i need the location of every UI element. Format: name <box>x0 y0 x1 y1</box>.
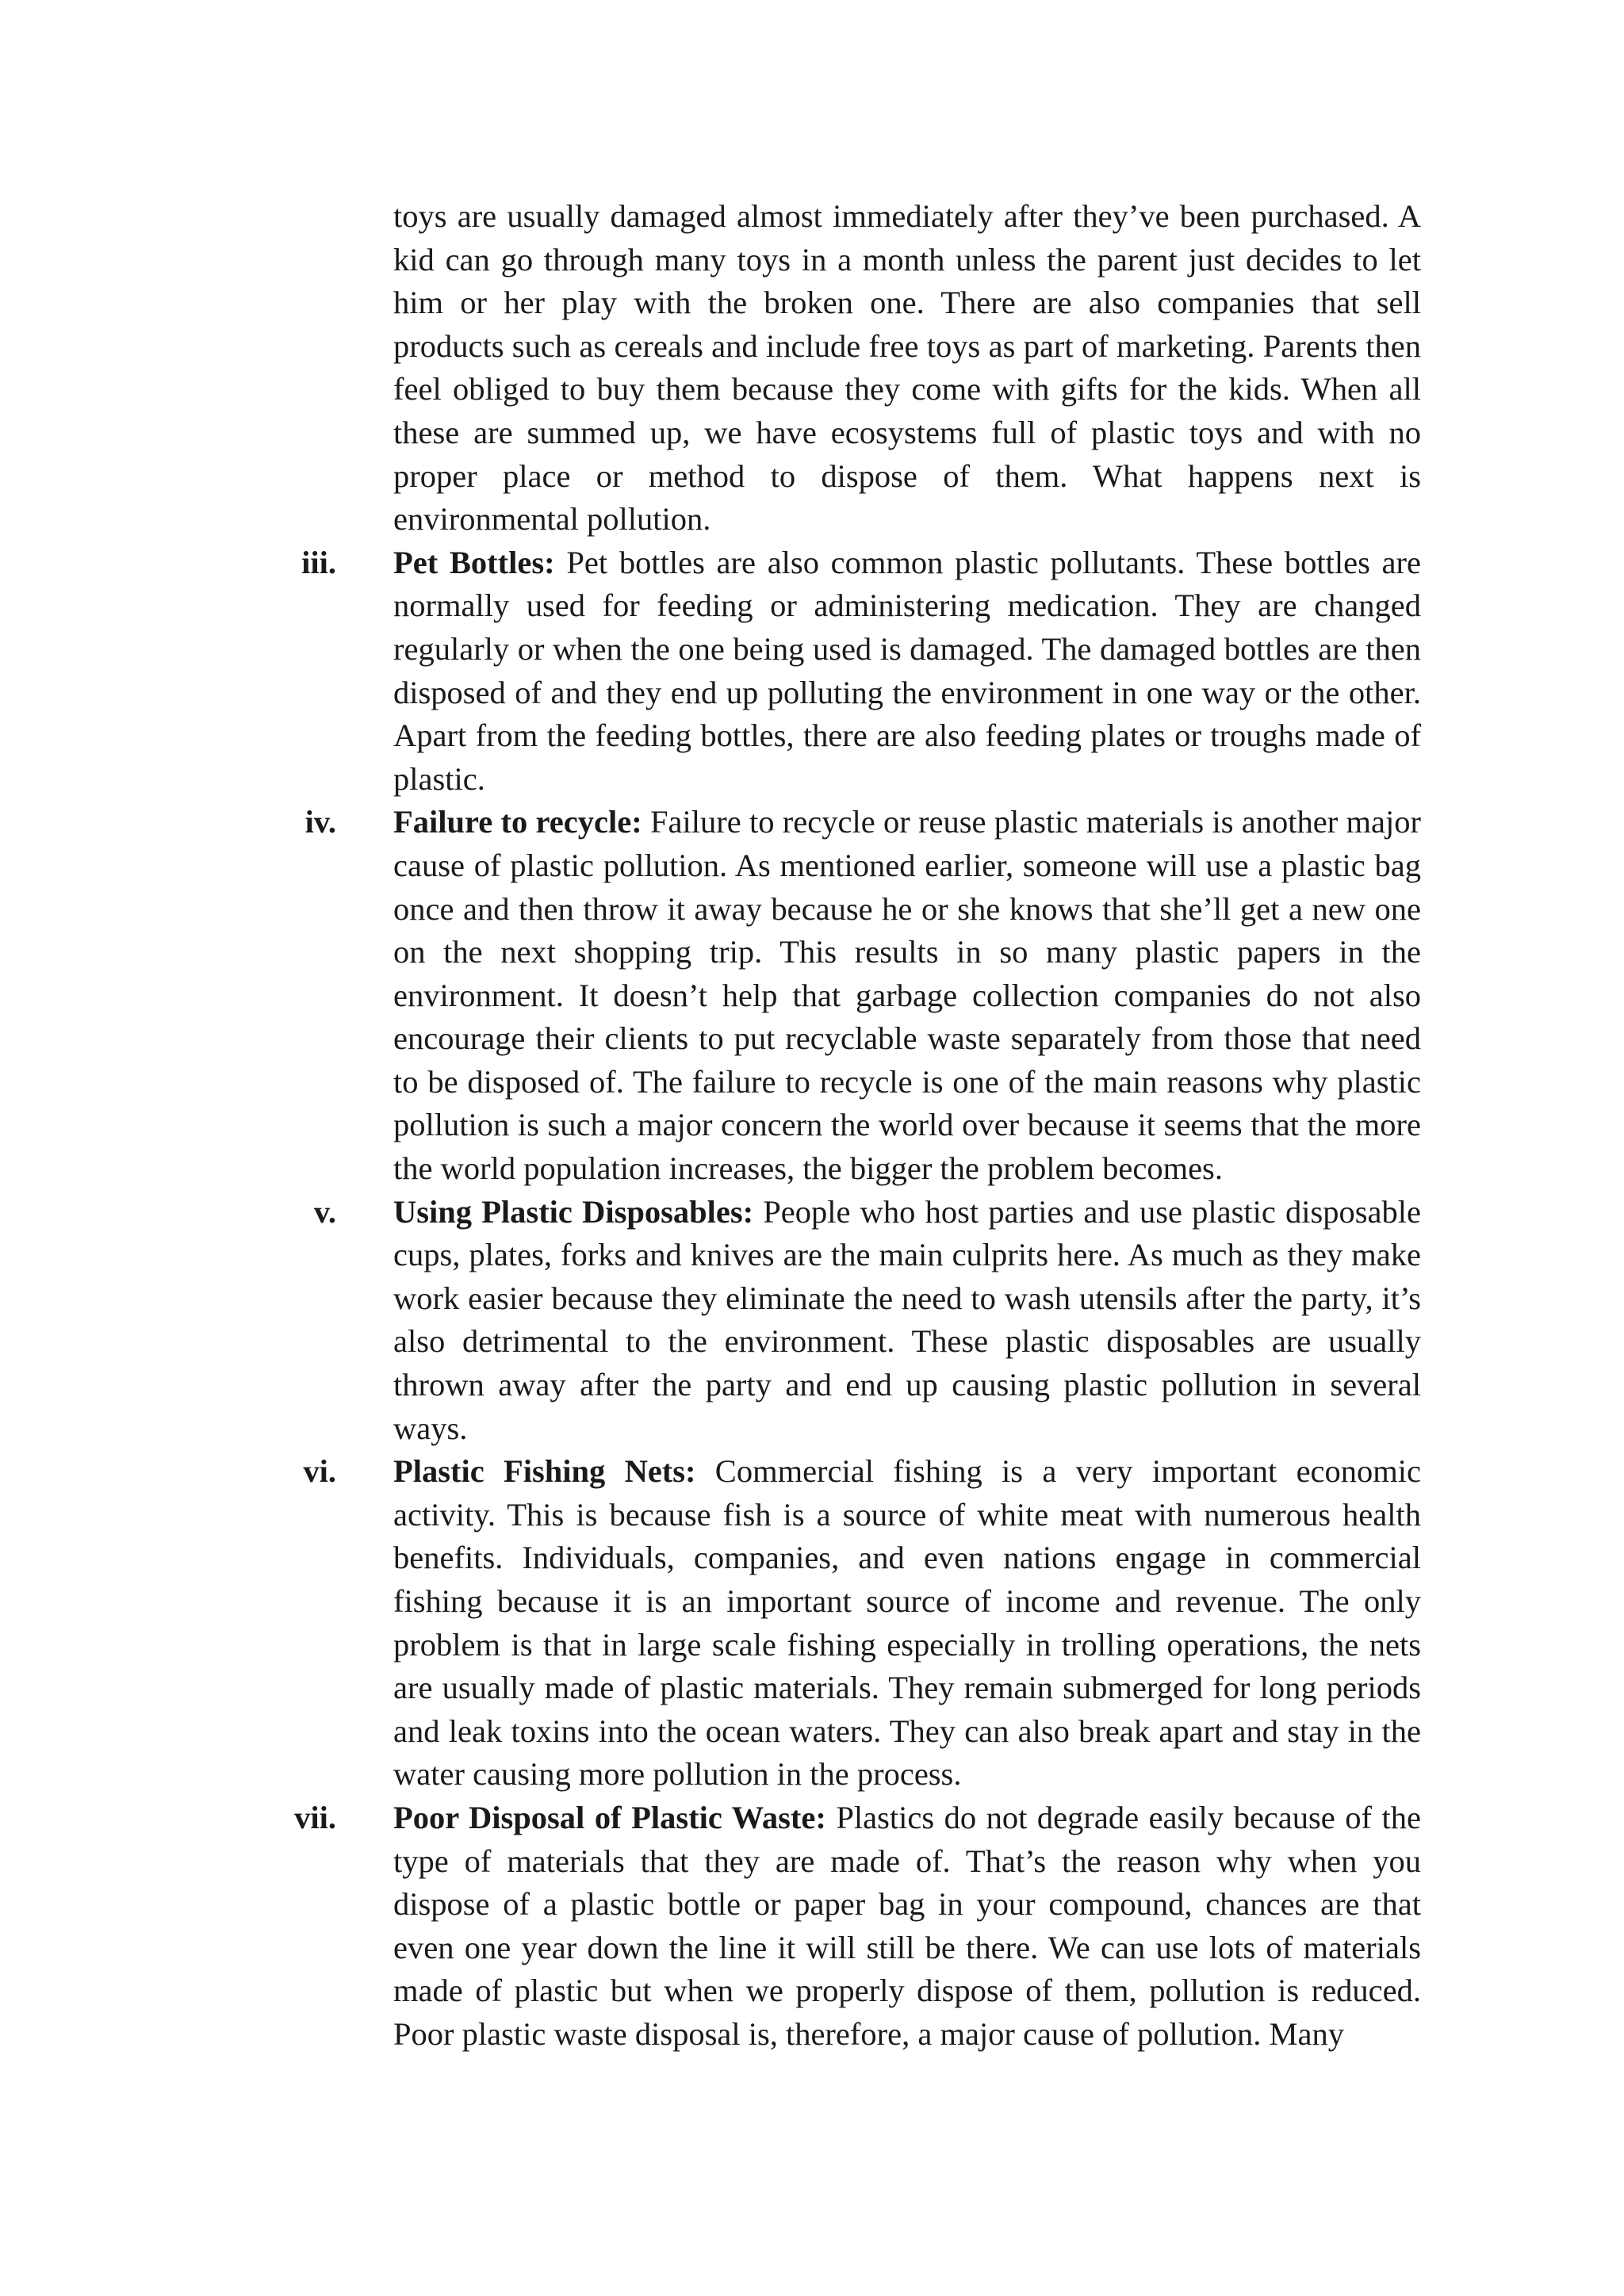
document-body <box>294 195 1421 2057</box>
list-item-heading: Poor Disposal of Plastic Waste: <box>393 1799 826 1835</box>
list-item-text <box>393 1191 1421 1451</box>
list-item-text <box>393 1797 1421 2057</box>
list-item-text <box>393 541 1421 802</box>
list-marker: iii. <box>301 544 336 580</box>
list-item-body: Plastics do not degrade easily because of the type of materials that they are made of. That’s the reason why when you dispose of a plastic bottle or paper bag in your compound, chances are that even one year down the line it will still be there. We can use lots of materials made of plastic but when we properly dispose of them, pollution is reduced. Poor plastic waste disposal is, therefore, a major cause of pollution. Many <box>393 1799 1421 2052</box>
list-item-heading: Plastic Fishing Nets: <box>393 1453 696 1490</box>
list-item-body: People who host parties and use plastic disposable cups, plates, forks and knives are the main culprits here. As much as they make work easier because they eliminate the need to wash utensils after the party, it’s also detrimental to the environment. These plastic disposables are usually thrown away after the party and end up causing plastic pollution in several ways. <box>393 1193 1421 1446</box>
list-item-heading: Failure to recycle: <box>393 804 642 840</box>
list-item-body: Commercial fishing is a very important economic activity. This is because fish is a source of white meat with numerous health benefits. Individuals, companies, and even nations engage in commercial fishing because it is an important source of income and revenue. The only problem is that in large scale fishing especially in trolling operations, the nets are usually made of plastic materials. They remain submerged for long periods and leak toxins into the ocean waters. They can also break apart and stay in the water causing more pollution in the process. <box>393 1453 1421 1793</box>
list-item-plastic-disposables <box>313 1191 1421 1451</box>
list-marker: vi. <box>303 1453 336 1490</box>
list-item-body: Pet bottles are also common plastic pollutants. These bottles are normally used for feeding or administering medication. They are changed regularly or when the one being used is damaged. The damaged bottles are then disposed of and they end up polluting the environment in one way or the other. Apart from the feeding bottles, there are also feeding plates or troughs made of plastic. <box>393 544 1421 797</box>
list-item-fishing-nets <box>303 1450 1421 1797</box>
list-marker: v. <box>313 1193 336 1230</box>
list-item-pet-bottles <box>301 541 1421 802</box>
list-item-poor-disposal <box>294 1797 1421 2057</box>
list-marker: vii. <box>294 1799 336 1835</box>
intro-paragraph: toys are usually damaged almost immediately after they’ve been purchased. A kid can go through many toys in a month unless the parent just decides to let him or her play with the broken one. There are also companies that sell products such as cereals and include free toys as part of marketing. Parents then feel obliged to buy them because they come with gifts for the kids. When all these are summed up, we have ecosystems full of plastic toys and with no proper place or method to dispose of them. What happens next is environmental pollution. <box>393 198 1421 538</box>
list-item-heading: Pet Bottles: <box>393 544 555 580</box>
list-marker: iv. <box>304 804 336 840</box>
list-item-body: Failure to recycle or reuse plastic materials is another major cause of plastic pollution. As mentioned earlier, someone will use a plastic bag once and then throw it away because he or she knows that she’ll get a new one on the next shopping trip. This results in so many plastic papers in the environment. It doesn’t help that garbage collection companies do not also encourage their clients to put recyclable waste separately from those that need to be disposed of. The failure to recycle is one of the main reasons why plastic pollution is such a major concern the world over because it seems that the more the world population increases, the bigger the problem becomes. <box>393 804 1421 1187</box>
list-item-text <box>393 801 1421 1190</box>
list-item-heading: Using Plastic Disposables: <box>393 1193 754 1230</box>
list-item-text <box>393 1450 1421 1797</box>
list-item-failure-to-recycle <box>304 801 1421 1190</box>
